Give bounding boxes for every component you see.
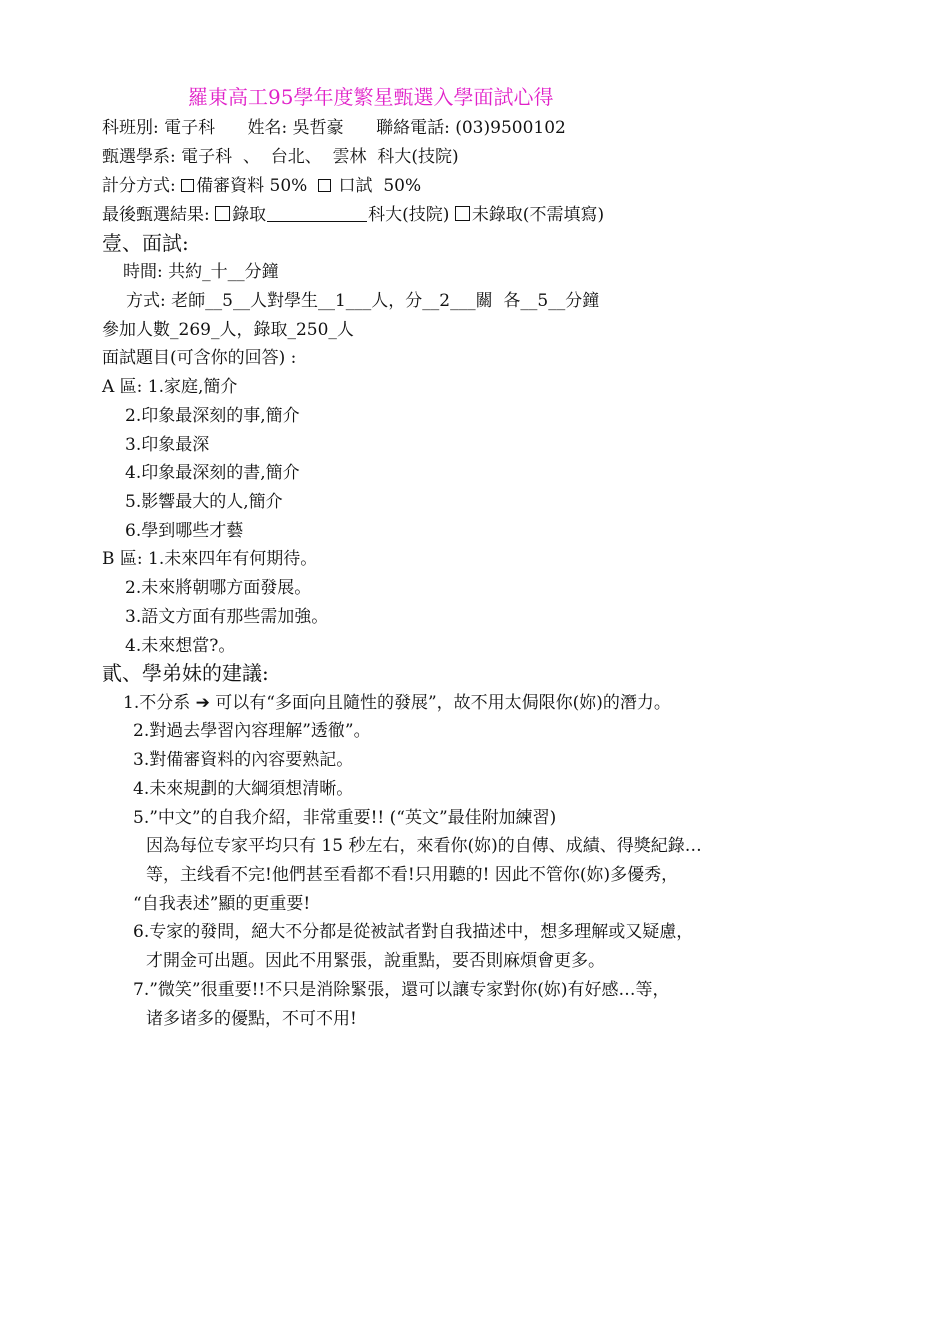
document-title: 羅東高工95學年度繁星甄選入學面試心得 [188,85,554,109]
department-line: 甄選學系: 電子科 、 台北、 雲林 科大(技院) [102,147,459,167]
result-label: 最後甄選結果: [102,205,216,225]
area-b-item: 4.未來想當?。 [125,636,236,656]
advice-item: 诸多诸多的優點，不可不用! [146,1009,357,1029]
scoring-line [102,175,421,197]
section2-heading: 貳、學弟妹的建議: [102,661,269,685]
advice-item: 3.對備審資料的內容要熟記。 [133,750,354,770]
advice-item: 6.专家的發問，絕大不分都是從被試者對自我描述中，想多理解或又疑慮， [133,922,694,942]
advice-item: 2.對過去學習內容理解”透徹”。 [133,721,371,741]
scoring-option-interview: 口試 50% [333,176,422,196]
scoring-label: 計分方式: [102,176,182,196]
section1-heading: 壹、面試: [102,231,189,255]
area-a-item: 3.印象最深 [125,435,210,455]
advice-item: 7.”微笑”很重要!!不只是消除緊張，還可以讓专家對你(妳)有好感…等， [133,980,670,1000]
advice-item: 等，主线看不完!他們甚至看都不看!只用聽的! 因此不管你(妳)多優秀， [146,865,679,885]
area-a-item: 5.影響最大的人,簡介 [125,492,283,512]
advice-item: “自我表述”顯的更重要! [133,894,311,914]
advice-item: 5.”中文”的自我介紹，非常重要!! (“英文”最佳附加練習) [133,808,557,828]
questions-label: 面試題目(可含你的回答) : [102,348,297,368]
result-school: 科大(技院) [368,205,455,225]
area-b-item: B 區: 1.未來四年有何期待。 [102,549,318,569]
checkbox-icon [455,206,470,221]
area-a-item: A 區: 1.家庭,簡介 [102,377,238,397]
area-a-item: 4.印象最深刻的書,簡介 [125,463,300,483]
advice-item: 4.未來規劃的大綱須想清晰。 [133,779,354,799]
advice-item: 1.不分系 ➔ 可以有“多面向且隨性的發展”，故不用太侷限你(妳)的潛力。 [123,693,671,713]
interview-time: 時間: 共約_十__分鐘 [123,262,279,282]
scoring-option-documents: 備審資料 50% [196,176,319,196]
result-admit: 錄取 [232,205,267,225]
checkbox-icon [181,179,194,192]
checkbox-icon [215,206,230,221]
area-b-item: 3.語文方面有那些需加強。 [125,607,329,627]
result-not-admit: 未錄取(不需填寫) [471,205,605,225]
advice-item: 才開金可出題。因此不用緊張，說重點，要否則麻煩會更多。 [146,951,605,971]
area-a-item: 6.學到哪些才藝 [125,521,244,541]
interview-format: 方式: 老師__5__人對學生__1___人，分__2___關 各__5__分鐘 [126,291,600,311]
checkbox-icon [318,179,331,192]
participants-line: 參加人數_269_人，錄取_250_人 [102,320,354,340]
student-info-line: 科班別: 電子科 姓名: 吳哲豪 聯絡電話: (03)9500102 [102,118,566,138]
area-b-item: 2.未來將朝哪方面發展。 [125,578,312,598]
advice-item: 因為每位专家平均只有 15 秒左右，來看你(妳)的自傳、成績、得獎紀錄… [146,836,702,856]
fill-in-blank [267,205,367,222]
area-a-item: 2.印象最深刻的事,簡介 [125,406,300,426]
result-line [102,204,604,226]
